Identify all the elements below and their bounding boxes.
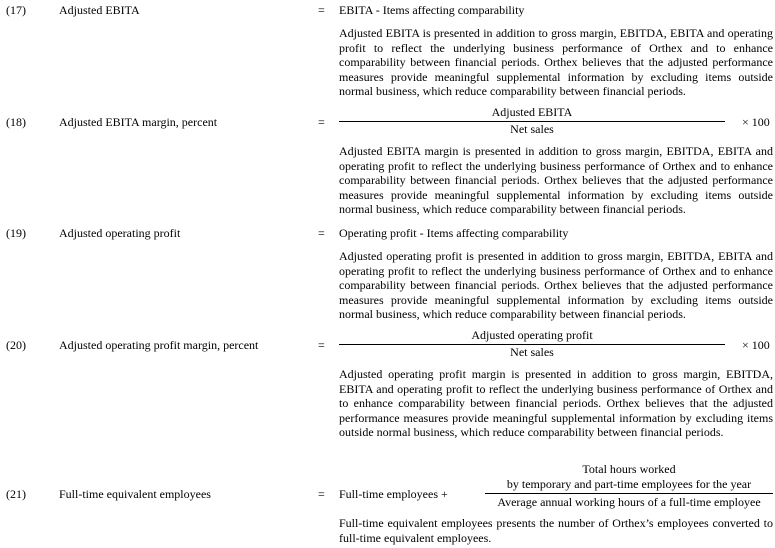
row-17-equals: = [318,3,325,17]
row-20-fraction [339,328,725,360]
row-18-denominator: Net sales [510,122,554,136]
row-19-equals: = [318,226,325,240]
row-21-formula-prefix: Full-time employees + [339,487,448,501]
row-17-description: Adjusted EBITA is presented in addition to gross margin, EBITDA, EBITA and operating profit to reflect the underlying business performance of Orthex and to enhance comparability between financial periods. Orthex believes that the adjusted performance measures provide meaningful supplemental information by excluding items outside normal business, which reduce comparability between financial periods. [339,26,773,98]
row-19-description: Adjusted operating profit is presented in addition to gross margin, EBITDA, EBITA and operating profit to reflect the underlying business performance of Orthex and to enhance comparability between financial periods. Orthex believes that the adjusted performance measures provide meaningful supplemental information by excluding items outside normal business, which reduce comparability between financial periods. [339,249,773,321]
row-18-fraction [339,105,725,137]
row-21-label: Full-time equivalent employees [59,487,211,501]
row-17-label: Adjusted EBITA [59,3,140,17]
row-18-equals: = [318,115,325,129]
row-20-numerator: Adjusted operating profit [471,328,593,342]
row-18-description: Adjusted EBITA margin is presented in addition to gross margin, EBITDA, EBITA and operating profit to reflect the underlying business performance of Orthex and to enhance comparability between financial periods. Orthex believes that the adjusted performance measures provide meaningful supplemental information by excluding items outside normal business, which reduce comparability between financial periods. [339,144,773,216]
row-18-numerator: Adjusted EBITA [491,105,573,119]
row-20-description: Adjusted operating profit margin is presented in addition to gross margin, EBITDA, EBITA and operating profit to reflect the underlying business performance of Orthex and to enhance comparability between financial periods. Orthex believes that the adjusted performance measures provide meaningful supplemental information by excluding items outside normal business, which reduce comparability between financial periods. [339,367,773,439]
row-17-formula: EBITA - Items affecting comparability [339,3,525,17]
row-20-multiplier: × 100 [742,338,770,352]
row-21-numerator-line1: Total hours worked [582,462,676,476]
row-21-denominator: Average annual working hours of a full-time employee [497,495,761,509]
row-20-equals: = [318,338,325,352]
row-17-number: (17) [6,3,26,17]
row-19-formula: Operating profit - Items affecting comparability [339,226,569,240]
row-18-multiplier: × 100 [742,115,770,129]
row-21-equals: = [318,487,325,501]
row-20-label: Adjusted operating profit margin, percent [59,338,259,352]
row-21-description: Full-time equivalent employees presents the number of Orthex’s employees converted to full-time equivalent employees. [339,516,773,545]
row-19-label: Adjusted operating profit [59,226,181,240]
row-19-number: (19) [6,226,26,240]
row-20-number: (20) [6,338,26,352]
row-21-fraction [485,462,773,512]
row-18-label: Adjusted EBITA margin, percent [59,115,218,129]
row-21-numerator-line2: by temporary and part-time employees for the year [506,477,752,491]
row-21-fraction-bar [485,493,773,494]
row-20-denominator: Net sales [510,345,554,359]
row-18-number: (18) [6,115,26,129]
row-21-number: (21) [6,487,26,501]
